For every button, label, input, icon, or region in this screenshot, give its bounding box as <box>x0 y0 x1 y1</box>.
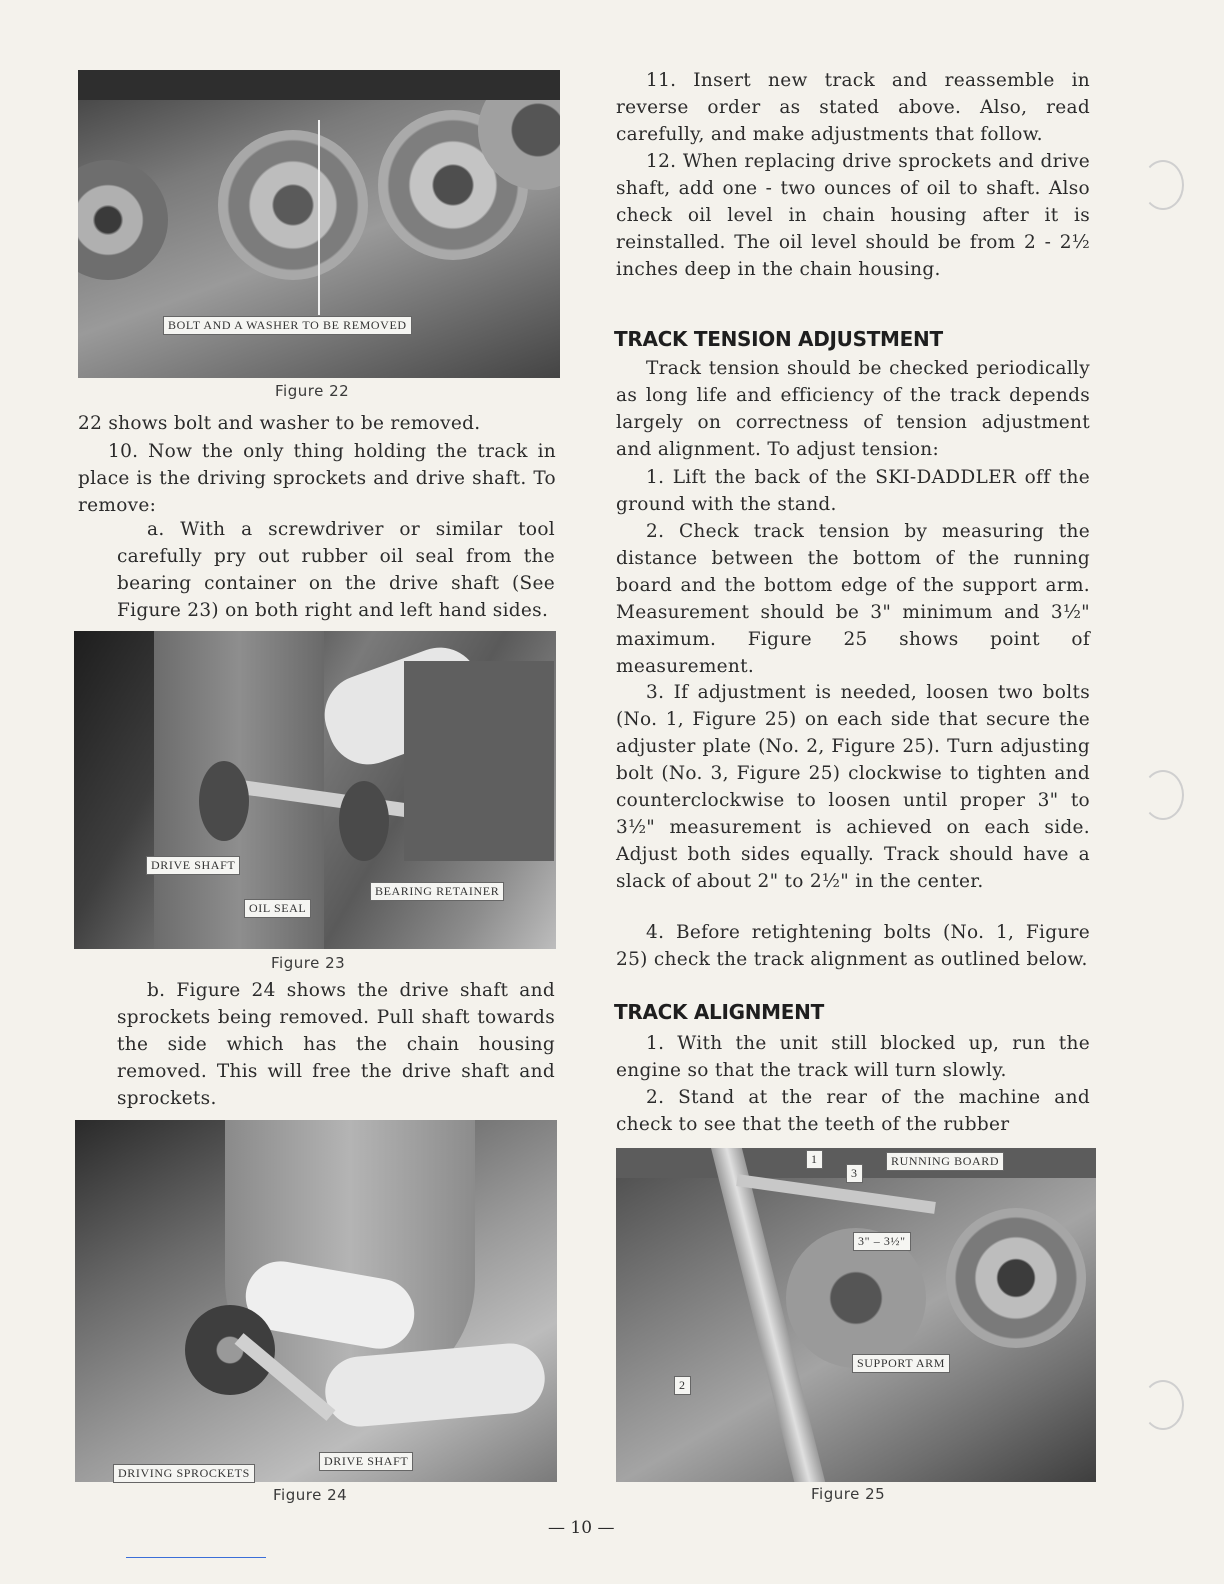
figure-24-photo <box>75 1120 557 1482</box>
left-paragraph-step-b: b. Figure 24 shows the drive shaft and sprockets being removed. Pull shaft towards the side which has the chain housing removed. This will free the drive shaft and sprockets. <box>117 980 555 1109</box>
figure-25-callout-measurement: 3" – 3½" <box>853 1232 911 1251</box>
tension-step-2: 2. Check track tension by measuring the distance between the bottom of the running board and the bottom edge of the support arm. Measurement should be 3" minimum and 3½" maximum. Figure 25 shows point of measurement. <box>616 521 1090 677</box>
figure-23-callout-drive-shaft: DRIVE SHAFT <box>146 856 240 875</box>
figure-24-callout-drive-shaft: DRIVE SHAFT <box>319 1452 413 1471</box>
tension-step-4: 4. Before retightening bolts (No. 1, Figure 25) check the track alignment as outlined below. <box>616 922 1090 970</box>
tension-step-1: 1. Lift the back of the SKI-DADDLER off the ground with the stand. <box>616 467 1090 515</box>
figure-25-callout-support-arm: SUPPORT ARM <box>852 1354 950 1373</box>
tension-intro: Track tension should be checked periodically as long life and efficiency of the track depends largely on correctness of tension adjustment and alignment. To adjust tension: <box>616 358 1090 460</box>
figure-24-caption: Figure 24 <box>273 1486 348 1504</box>
right-paragraph-step-11: 11. Insert new track and reassemble in reverse order as stated above. Also, read carefully, and make adjustments that follow. <box>616 70 1090 145</box>
figure-23-caption: Figure 23 <box>271 954 346 972</box>
heading-track-alignment: TRACK ALIGNMENT <box>614 1000 824 1024</box>
bottom-link-underline <box>126 1557 266 1558</box>
left-paragraph-step-10: 10. Now the only thing holding the track in place is the driving sprockets and drive shaft. To remove: <box>78 441 556 516</box>
left-paragraph-step-a: a. With a screwdriver or similar tool carefully pry out rubber oil seal from the bearing container on the drive shaft (See Figure 23) on both right and left hand sides. <box>117 519 555 621</box>
figure-25-callout-1: 1 <box>806 1150 823 1169</box>
figure-22-callout: BOLT AND A WASHER TO BE REMOVED <box>163 316 412 335</box>
alignment-step-1: 1. With the unit still blocked up, run the engine so that the track will turn slowly. <box>616 1033 1090 1081</box>
heading-track-tension: TRACK TENSION ADJUSTMENT <box>614 327 943 351</box>
alignment-step-2: 2. Stand at the rear of the machine and check to see that the teeth of the rubber <box>616 1087 1090 1135</box>
figure-24-callout-driving-sprockets: DRIVING SPROCKETS <box>113 1464 255 1483</box>
figure-23-photo <box>74 631 556 949</box>
tension-step-3: 3. If adjustment is needed, loosen two bolts (No. 1, Figure 25) on each side that secure the adjuster plate (No. 2, Figure 25). Turn adjusting bolt (No. 3, Figure 25) clockwise to tighten and counterclockwise to loosen until proper 3" to 3½" measurement is achieved on each side. Adjust both sides equally. Track should have a slack of about 2" to 2½" in the center. <box>616 682 1090 892</box>
punch-hole-mark-middle <box>1142 770 1184 820</box>
page-number: — 10 — <box>548 1518 615 1538</box>
punch-hole-mark-bottom <box>1142 1380 1184 1430</box>
figure-25-callout-3: 3 <box>846 1164 863 1183</box>
figure-23-callout-bearing-retainer: BEARING RETAINER <box>370 882 504 901</box>
figure-25-callout-2: 2 <box>674 1376 691 1395</box>
figure-25-caption: Figure 25 <box>811 1485 886 1503</box>
figure-22-leader <box>318 120 320 315</box>
figure-23-callout-oil-seal: OIL SEAL <box>244 899 311 918</box>
figure-25-photo <box>616 1148 1096 1482</box>
punch-hole-mark-top <box>1142 160 1184 210</box>
figure-22-caption: Figure 22 <box>275 382 350 400</box>
left-paragraph-1: 22 shows bolt and washer to be removed. <box>78 413 481 434</box>
figure-25-callout-running-board: RUNNING BOARD <box>886 1152 1004 1171</box>
right-paragraph-step-12: 12. When replacing drive sprockets and drive shaft, add one - two ounces of oil to shaft. Also check oil level in chain housing after it is reinstalled. The oil level should be from 2 - 2½ inches deep in the chain housing. <box>616 151 1090 280</box>
